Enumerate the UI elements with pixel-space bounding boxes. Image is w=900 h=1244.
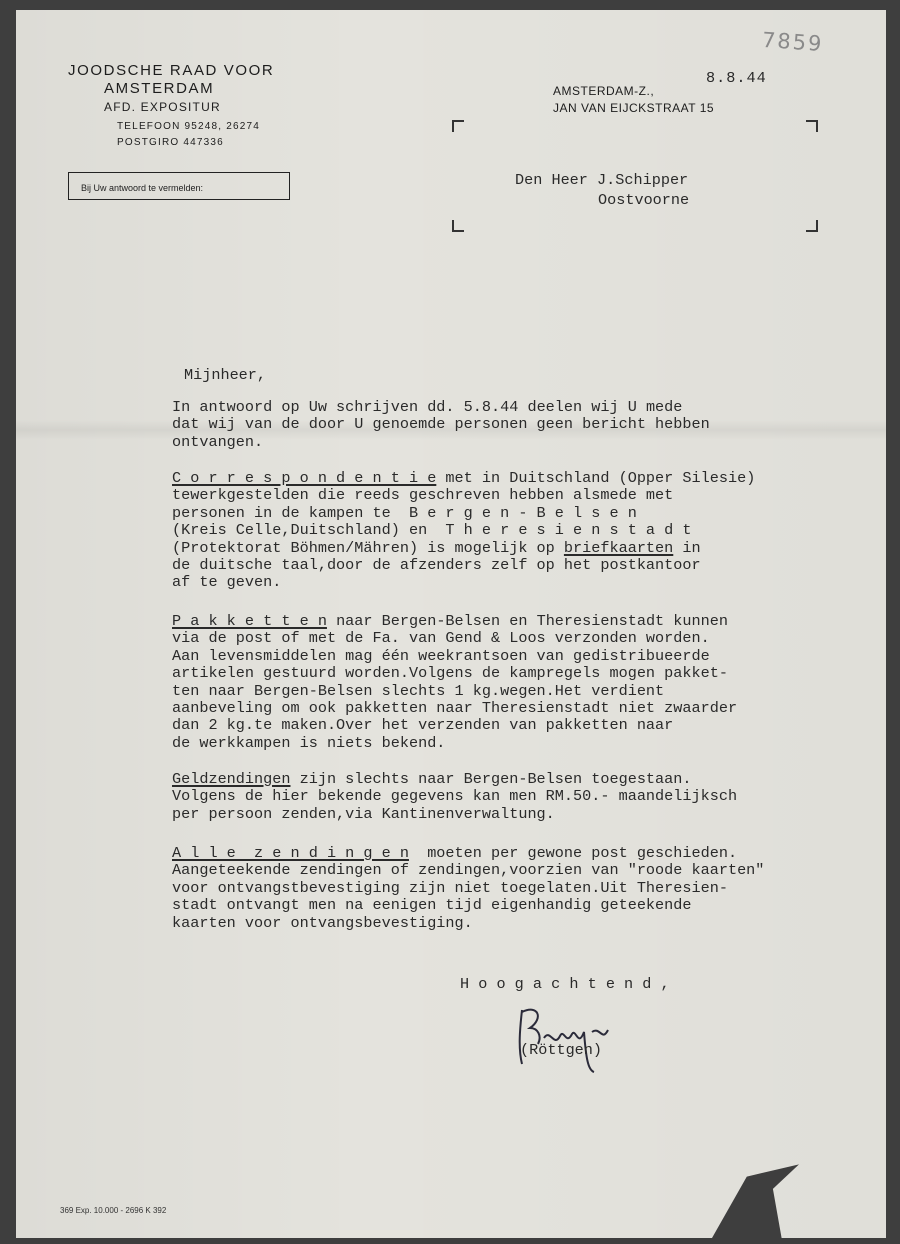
postgiro: POSTGIRO 447336	[117, 137, 224, 148]
signatory-name: (Röttgen)	[520, 1041, 603, 1059]
paragraph-heading: Geldzendingen	[172, 770, 291, 788]
salutation: Mijnheer,	[184, 366, 267, 384]
paragraph-all-shipments	[172, 845, 764, 932]
paragraph-parcels	[172, 613, 737, 752]
org-name-line2: AMSTERDAM	[104, 80, 215, 97]
paragraph-text: in de duitsche taal,door de afzenders zelf op het postkantoor af te geven.	[172, 538, 701, 592]
address-window-corner	[452, 120, 464, 132]
address-window-corner	[806, 220, 818, 232]
emphasis-text: briefkaarten	[563, 538, 674, 557]
reference-box	[68, 172, 290, 200]
paragraph-text: naar Bergen-Belsen en Theresienstadt kunnen via de post of met de Fa. van Gend & Loos verzonden worden. Aan levensmiddelen mag één weekrantsoen van gedistribueerde artikelen gestuurd worden.Volgens de kampregels mogen pakket- ten naar Bergen-Belsen slechts 1 kg.wegen.Het verdient aanbeveling om ook pakketten naar Theresienstadt niet zwaarder dan 2 kg.te maken.Over het verzenden van pakketten naar de werkkampen is niets bekend.	[172, 612, 738, 752]
paragraph-money	[172, 771, 737, 823]
paragraph-correspondence	[172, 470, 755, 592]
form-code: 369 Exp. 10.000 - 2696 K 392	[60, 1206, 167, 1215]
paragraph-text: moeten per gewone post geschieden. Aangeteekende zendingen of zendingen,voorzien van "roode kaarten" voor ontvangstbevestiging zijn niet toegelaten.Uit Theresien- stadt ontvangt men na eenigen tijd eigenhandig geteekende kaarten voor ontvangsbevestiging.	[172, 844, 765, 932]
reference-date: 5.8.44	[463, 398, 519, 416]
paragraph-heading: P a k k e t t e n	[172, 612, 327, 630]
address-line1: AMSTERDAM-Z.,	[553, 84, 655, 98]
archive-number: 7859	[761, 27, 825, 57]
paragraph-heading: A l l e z e n d i n g e n	[172, 844, 409, 862]
recipient-place: Oostvoorne	[598, 191, 690, 209]
closing: H o o g a c h t e n d ,	[460, 975, 670, 993]
paragraph-text: In antwoord op Uw schrijven dd.	[172, 398, 464, 416]
paragraph-reply	[172, 399, 710, 451]
org-name-line1: JOODSCHE RAAD VOOR	[68, 62, 275, 79]
paragraph-heading: C o r r e s p o n d e n t i e	[172, 469, 437, 487]
paragraph-text: zijn slechts naar Bergen-Belsen toegestaan. Volgens de hier bekende gegevens kan men RM.50.- maandelijksch per persoon zenden,via Kantinenverwaltung.	[172, 770, 738, 823]
department: AFD. EXPOSITUR	[104, 100, 221, 114]
telephone: TELEFOON 95248, 26274	[117, 121, 261, 132]
address-window-corner	[452, 220, 464, 232]
letter-date: 8.8.44	[706, 69, 767, 87]
address-window-corner	[806, 120, 818, 132]
handwritten-signature	[508, 998, 628, 1078]
reference-label: Bij Uw antwoord te vermelden:	[81, 183, 204, 193]
recipient-name: Den Heer J.Schipper	[515, 171, 689, 189]
paragraph-text: met in Duitschland (Opper Silesie) tewerkgestelden die reeds geschreven hebben alsmede met personen in de kampen te B e r g e n - B e l s e n (Kreis Celle,Duitschland) en T h e r e s i e n s t a d t (Protektorat Böhmen/Mähren) is mogelijk op	[172, 469, 756, 557]
paragraph-text: deelen wij U mede dat wij van de door U genoemde personen geen bericht hebben ontvangen.	[172, 398, 710, 451]
address-line2: JAN VAN EIJCKSTRAAT 15	[553, 101, 715, 115]
